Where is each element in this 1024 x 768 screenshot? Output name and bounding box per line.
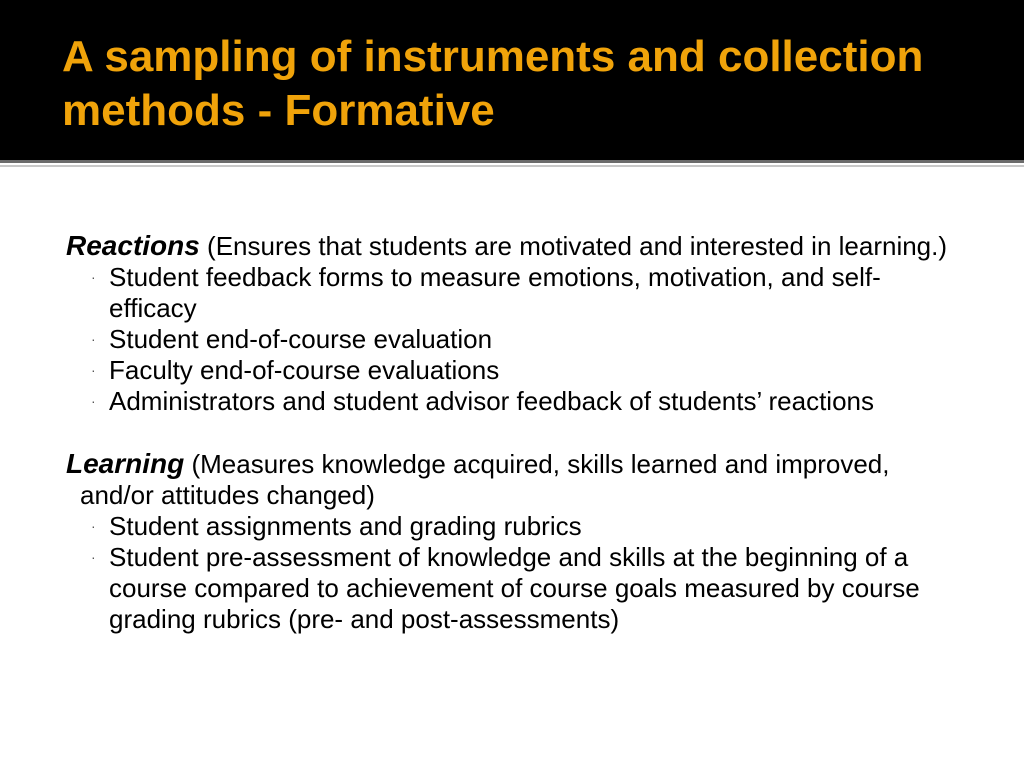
bullet-text: Student feedback forms to measure emotions, motivation, and self-efficacy — [109, 262, 881, 323]
bullet-icon: · — [91, 362, 96, 378]
list-item — [66, 355, 966, 386]
list-item — [66, 511, 966, 542]
list-item — [66, 262, 966, 324]
bullet-icon: · — [91, 549, 96, 565]
bullet-text: Student assignments and grading rubrics — [109, 511, 582, 541]
bullet-icon: · — [91, 269, 96, 285]
bullet-icon: · — [91, 518, 96, 534]
section-keyword: Learning — [66, 448, 185, 479]
slide-body — [66, 230, 966, 635]
bullet-text: Student pre-assessment of knowledge and skills at the beginning of a course compared to achievement of course goals measured by course grading rubrics (pre- and post-assessments) — [109, 542, 920, 634]
section-reactions — [66, 230, 966, 417]
bullet-text: Administrators and student advisor feedback of students’ reactions — [109, 386, 875, 416]
bullet-list — [66, 262, 966, 417]
bullet-list — [66, 511, 966, 635]
list-item — [66, 542, 966, 635]
section-description: (Measures knowledge acquired, skills learned and improved, and/or attitudes changed) — [80, 449, 890, 510]
title-band — [0, 0, 1024, 160]
bullet-text: Student end-of-course evaluation — [109, 324, 493, 354]
section-heading — [66, 448, 966, 511]
section-keyword: Reactions — [66, 230, 200, 261]
slide-title: A sampling of instruments and collection methods - Formative — [62, 32, 924, 135]
list-item — [66, 386, 966, 417]
title-divider-light — [0, 165, 1024, 167]
section-heading — [66, 230, 966, 262]
list-item — [66, 324, 966, 355]
bullet-icon: · — [91, 331, 96, 347]
bullet-icon: · — [91, 393, 96, 409]
bullet-text: Faculty end-of-course evaluations — [109, 355, 500, 385]
title-divider — [0, 160, 1024, 163]
section-learning — [66, 448, 966, 635]
section-description: (Ensures that students are motivated and interested in learning.) — [199, 231, 948, 261]
